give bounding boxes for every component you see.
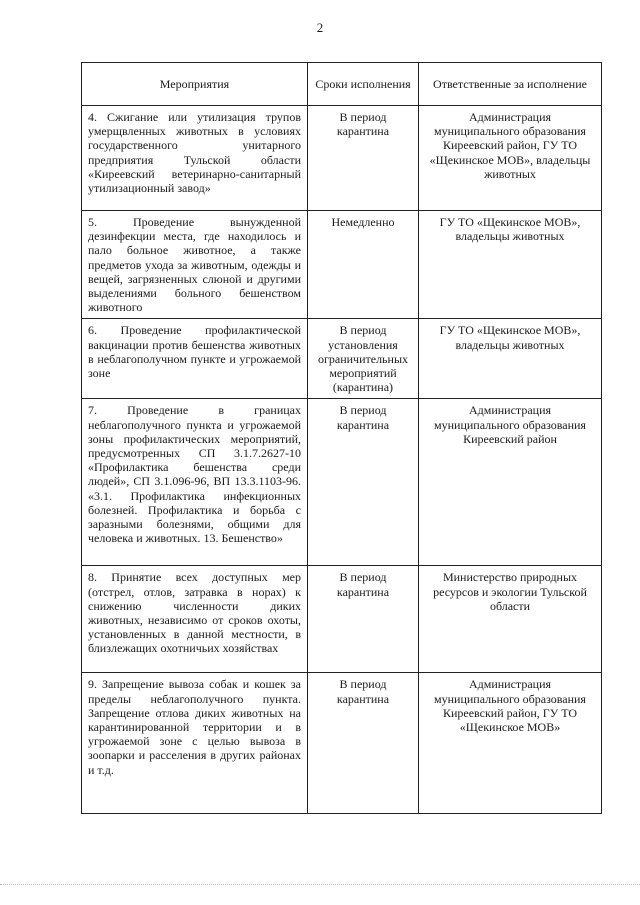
measure-cell: 6. Проведение профилактической вакцинации против бешенства животных в неблагополучном пункте и угрожаемой зоне <box>82 319 308 399</box>
responsible-cell: ГУ ТО «Щекинское МОВ», владельцы животных <box>419 211 602 319</box>
measure-cell: 7. Проведение в границах неблагополучного пункта и угрожаемой зоны профилактических мероприятий, предусмотренных СП 3.1.7.2627-10 «Профилактика бешенства среди людей», СП 3.1.096-96, ВП 13.3.1103-96. «3.1. Профилактика инфекционных болезней. Профилактика и борьба с заразными болезнями, общими для человека и животных. 13. Бешенство» <box>82 399 308 566</box>
responsible-cell: ГУ ТО «Щекинское МОВ», владельцы животных <box>419 319 602 399</box>
measures-table <box>81 62 602 814</box>
header-deadline: Сроки исполнения <box>308 63 419 106</box>
responsible-cell: Администрация муниципального образования Киреевский район, ГУ ТО «Щекинское МОВ» <box>419 673 602 814</box>
responsible-cell: Администрация муниципального образования Киреевский район <box>419 399 602 566</box>
measure-cell: 9. Запрещение вывоза собак и кошек за пределы неблагополучного пункта. Запрещение отлова диких животных на карантинированной территории и в угрожаемой зоне с целью вывоза в зоопарки и расселения в других районах и т.д. <box>82 673 308 814</box>
table-row <box>82 106 602 211</box>
deadline-cell: В период установления ограничительных мероприятий (карантина) <box>308 319 419 399</box>
deadline-cell: В период карантина <box>308 106 419 211</box>
deadline-cell: Немедленно <box>308 211 419 319</box>
table-header-row <box>82 63 602 106</box>
deadline-cell: В период карантина <box>308 673 419 814</box>
table-row <box>82 673 602 814</box>
scan-footer-line <box>0 884 640 885</box>
header-responsible: Ответственные за исполнение <box>419 63 602 106</box>
table-row <box>82 319 602 399</box>
deadline-cell: В период карантина <box>308 399 419 566</box>
measure-cell: 4. Сжигание или утилизация трупов умерщвленных животных в условиях государственного унитарного предприятия Тульской области «Киреевский ветеринарно-санитарный утилизационный завод» <box>82 106 308 211</box>
table-row <box>82 399 602 566</box>
table-row <box>82 566 602 673</box>
header-measures: Мероприятия <box>82 63 308 106</box>
page-number: 2 <box>316 20 324 35</box>
deadline-cell: В период карантина <box>308 566 419 673</box>
responsible-cell: Министерство природных ресурсов и экологии Тульской области <box>419 566 602 673</box>
table-row <box>82 211 602 319</box>
responsible-cell: Администрация муниципального образования Киреевский район, ГУ ТО «Щекинское МОВ», владельцы животных <box>419 106 602 211</box>
measure-cell: 5. Проведение вынужденной дезинфекции места, где находилось и пало больное животное, а также предметов ухода за животным, одежды и вещей, загрязненных слюной и другими выделениями больного бешенством животного <box>82 211 308 319</box>
measure-cell: 8. Принятие всех доступных мер (отстрел, отлов, затравка в норах) к снижению численности диких животных, независимо от сроков охоты, установленных в данной местности, в близлежащих охотничьих хозяйствах <box>82 566 308 673</box>
